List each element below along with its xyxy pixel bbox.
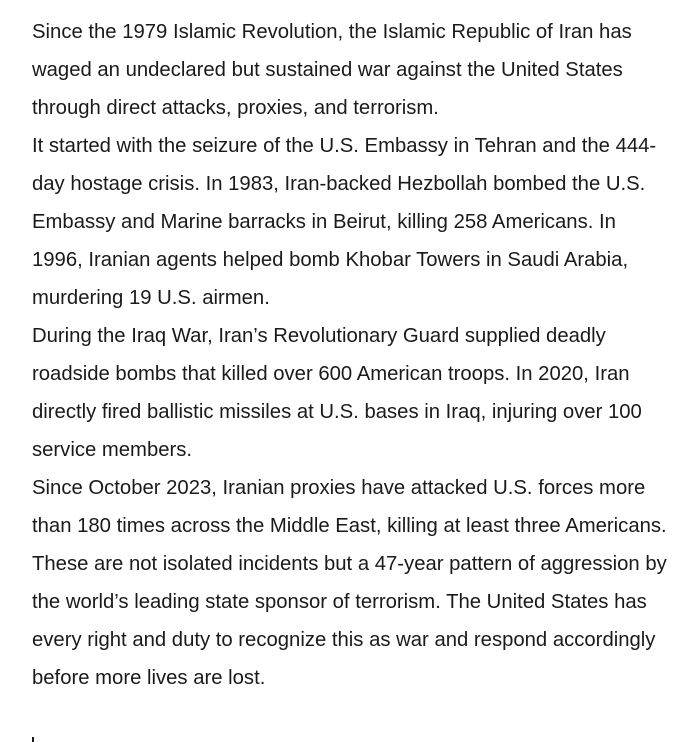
paragraph-revolution: Since the 1979 Islamic Revolution, the Islamic Republic of Iran has waged an undeclared but sustained war against the United States through direct attacks, proxies, and terrorism.	[32, 21, 632, 119]
paragraph-embassy-attacks: It started with the seizure of the U.S. Embassy in Tehran and the 444-day hostage crisis. In 1983, Iran-backed Hezbollah bombed the U.S. Embassy and Marine barracks in Beirut, killing 258 Americans. In 1996, Iranian agents helped bomb Khobar Towers in Saudi Arabia, murdering 19 U.S. airmen.	[32, 135, 657, 309]
paragraph-conclusion: These are not isolated incidents but a 47-year pattern of aggression by the world’s leading state sponsor of terrorism. The United States has every right and duty to recognize this as war and respond accordingly before more lives are lost.	[32, 553, 667, 689]
paragraph-proxy-attacks: Since October 2023, Iranian proxies have attacked U.S. forces more than 180 times across the Middle East, killing at least three Americans.	[32, 477, 667, 537]
paragraph-iraq-war: During the Iraq War, Iran’s Revolutionary Guard supplied deadly roadside bombs that killed over 600 American troops. In 2020, Iran directly fired ballistic missiles at U.S. bases in Iraq, injuring over 100 service members.	[32, 325, 642, 461]
text-cursor	[32, 737, 34, 742]
document-body	[32, 13, 672, 697]
